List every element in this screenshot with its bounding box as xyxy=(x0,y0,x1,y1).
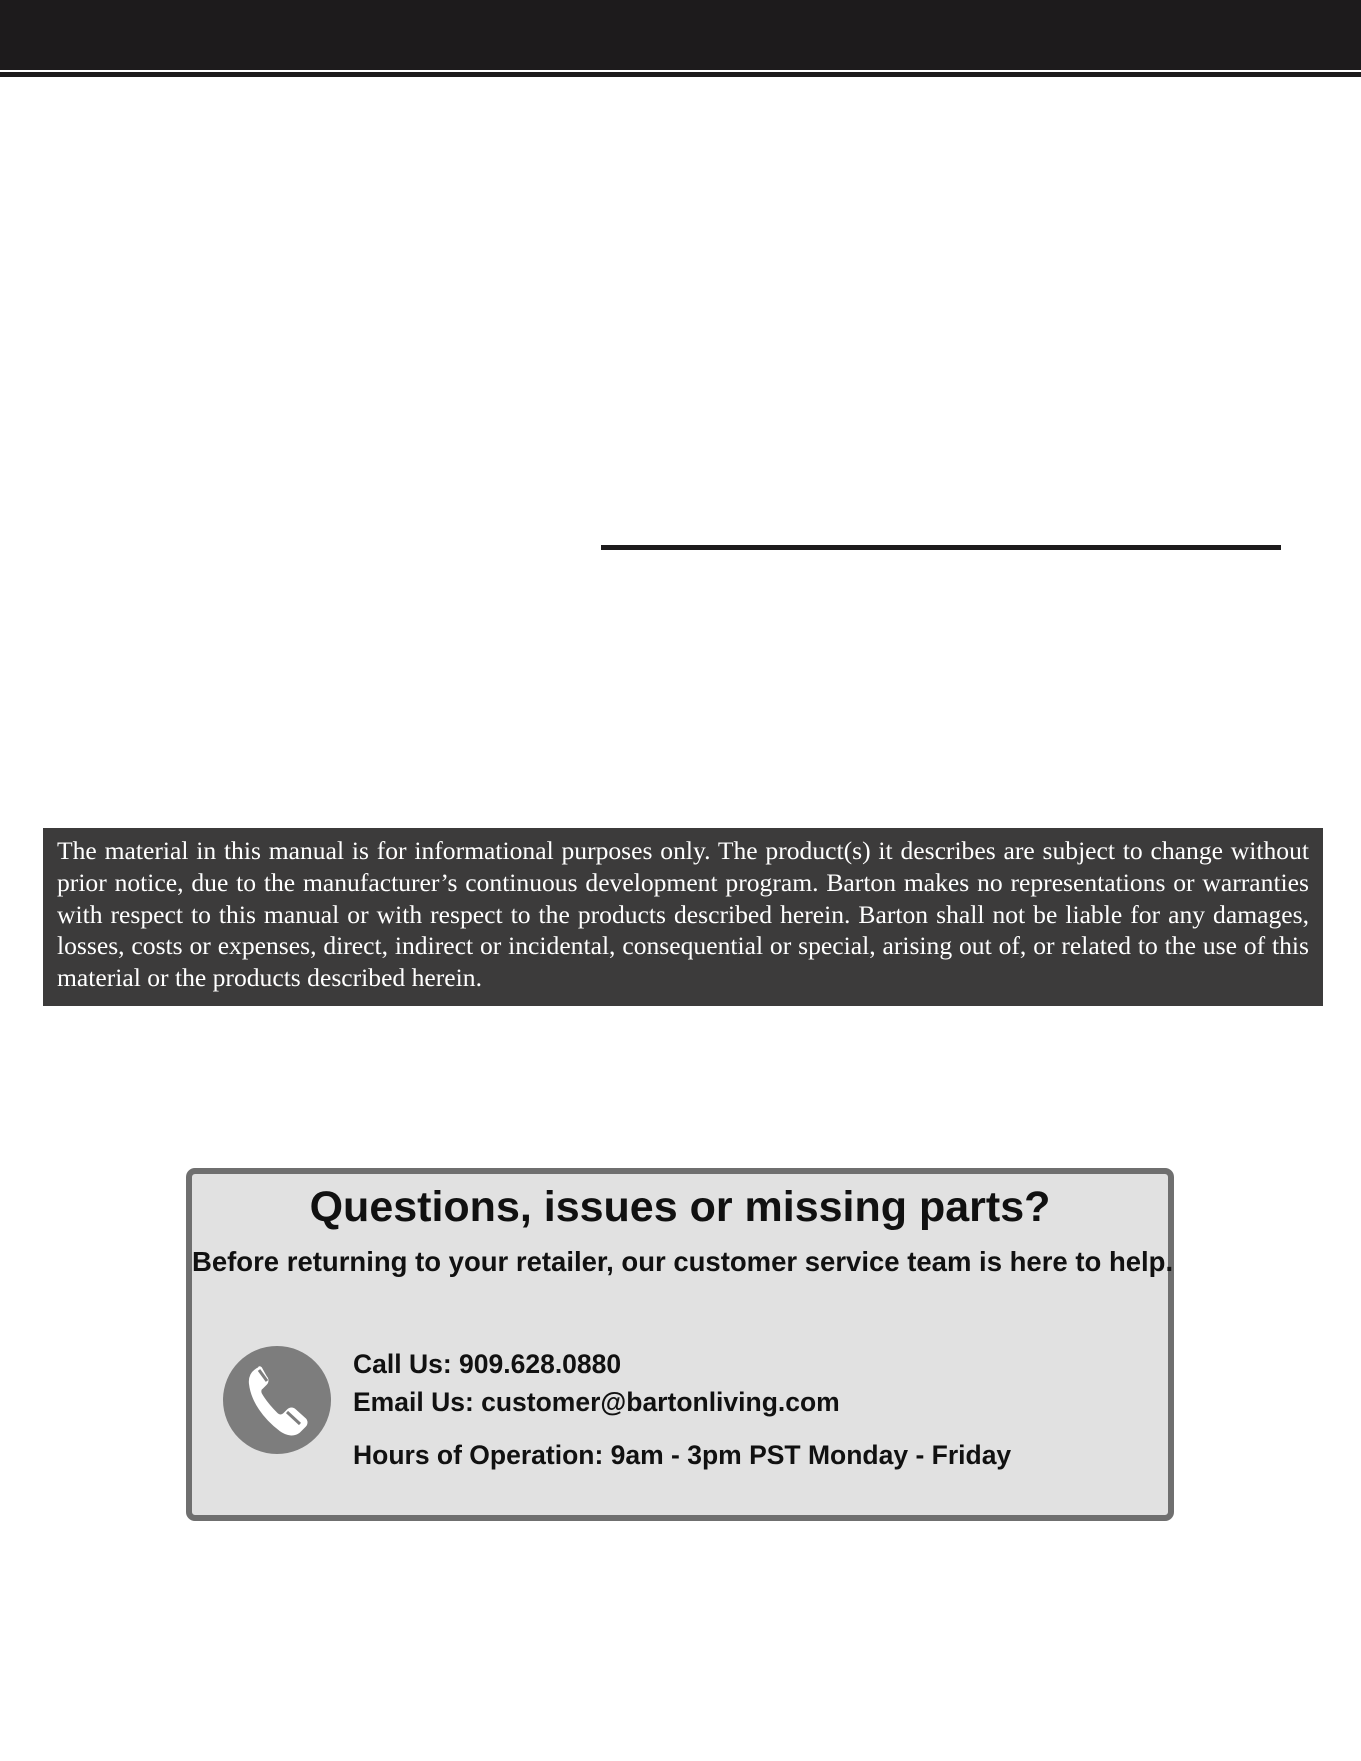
customer-service-box xyxy=(186,1168,1174,1521)
phone-icon xyxy=(223,1346,331,1454)
contact-subtitle: Before returning to your retailer, our customer service team is here to help. xyxy=(192,1246,1174,1277)
email-us-line: Email Us: customer@bartonliving.com xyxy=(353,1387,840,1417)
hours-line: Hours of Operation: 9am - 3pm PST Monday - Friday xyxy=(353,1440,1012,1470)
disclaimer-panel xyxy=(43,828,1323,1006)
header-rule xyxy=(0,72,1361,77)
header-bar xyxy=(0,0,1361,70)
contact-title: Questions, issues or missing parts? xyxy=(309,1183,1051,1231)
call-us-line: Call Us: 909.628.0880 xyxy=(353,1349,622,1379)
disclaimer-text: The material in this manual is for informational purposes only. The product(s) it describes are subject to change without prior notice, due to the manufacturer’s continuous development program. Barton makes no representations or warranties with respect to this manual or with respect to the products described herein. Barton shall not be liable for any damages, losses, costs or expenses, direct, indirect or incidental, consequential or special, arising out of, or related to the use of this material or the products described herein. xyxy=(57,836,1309,993)
section-divider xyxy=(601,545,1281,550)
